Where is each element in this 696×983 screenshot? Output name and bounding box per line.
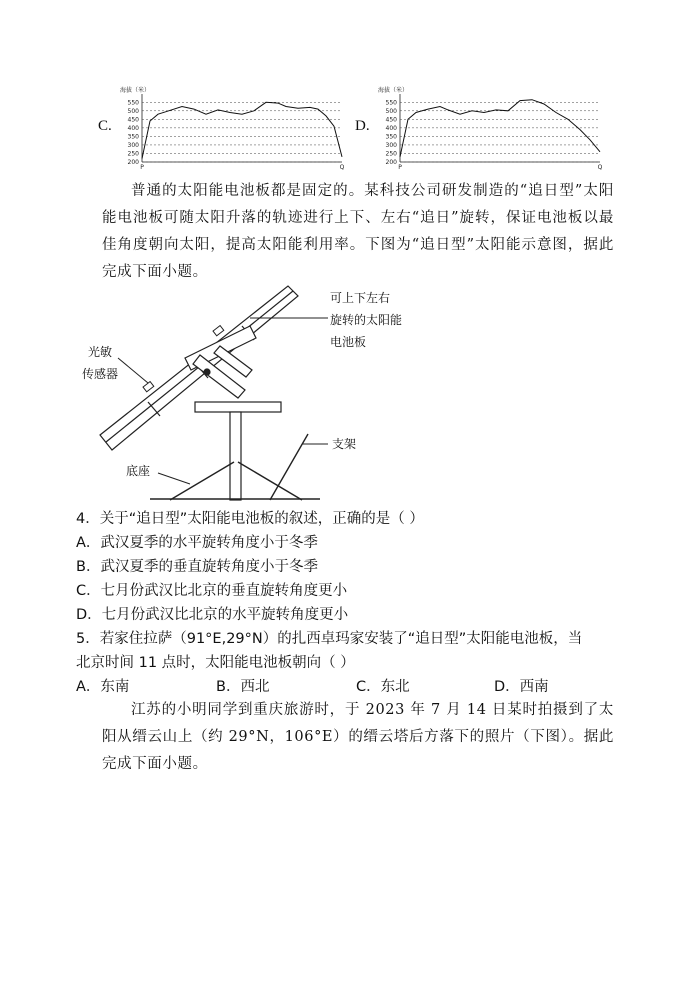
y-tick-label: 300 (127, 141, 139, 149)
y-tick-label: 400 (127, 124, 139, 132)
q5-option-c: C．东北 (356, 679, 410, 695)
x-start-label: P (140, 164, 144, 171)
option-c-label: C. (98, 118, 112, 134)
label-panel: 可上下左右 旋转的太阳能 电池板 (330, 291, 403, 349)
y-axis-label: 海拔（米） (120, 87, 151, 94)
option-d-label: D. (355, 118, 370, 134)
y-tick-label: 550 (127, 99, 139, 107)
y-axis-label: 海拔（米） (378, 87, 409, 94)
q5-option-a: A．东南 (76, 679, 130, 695)
elevation-line (400, 100, 600, 157)
y-tick-label: 450 (385, 116, 397, 124)
question-5-stem-line1: 5．若家住拉萨（91°E,29°N）的扎西卓玛家安装了“追日型”太阳能电池板，当 (76, 631, 583, 647)
question-4-stem: 4．关于“追日型”太阳能电池板的叙述，正确的是（ ） (76, 511, 424, 527)
y-tick-label: 250 (127, 150, 139, 158)
y-tick-label: 350 (385, 133, 397, 141)
q4-option-b: B．武汉夏季的垂直旋转角度小于冬季 (76, 559, 318, 575)
q5-option-b: B．西北 (216, 679, 270, 695)
question-4 (76, 507, 636, 627)
profile-chart-d (378, 84, 608, 174)
y-tick-label: 500 (127, 107, 139, 115)
question-5 (76, 627, 636, 699)
q4-option-d: D．七月份武汉比北京的水平旋转角度更小 (76, 607, 349, 623)
closing-paragraph: 江苏的小明同学到重庆旅游时，于 2023 年 7 月 14 日某时拍摄到了太阳从缙云山上（约 29°N，106°E）的缙云塔后方落下的照片（下图）。据此完成下面小题。 (102, 702, 614, 772)
y-tick-label: 350 (127, 133, 139, 141)
y-tick-label: 200 (127, 159, 139, 166)
x-end-label: Q (339, 164, 345, 171)
light-sensor (143, 382, 154, 392)
label-sensor: 光敏 传感器 (82, 345, 119, 381)
label-support: 支架 (332, 437, 357, 451)
y-tick-label: 550 (385, 99, 397, 107)
y-tick-label: 500 (385, 107, 397, 115)
y-tick-label: 250 (385, 150, 397, 158)
question-5-stem-line2: 北京时间 11 点时，太阳能电池板朝向（ ） (76, 655, 355, 671)
x-end-label: Q (597, 164, 603, 171)
q5-option-d: D．西南 (494, 679, 549, 695)
y-tick-label: 200 (385, 159, 397, 166)
q4-option-a: A．武汉夏季的水平旋转角度小于冬季 (76, 535, 318, 551)
label-base: 底座 (126, 464, 151, 478)
profile-chart-c (120, 84, 350, 174)
x-start-label: P (398, 164, 402, 171)
q4-option-c: C．七月份武汉比北京的垂直旋转角度更小 (76, 583, 348, 599)
y-tick-label: 400 (385, 124, 397, 132)
y-tick-label: 450 (127, 116, 139, 124)
light-sensor-top (213, 326, 224, 336)
intro-paragraph: 普通的太阳能电池板都是固定的。某科技公司研发制造的“追日型”太阳能电池板可随太阳升落的轨迹进行上下、左右“追日”旋转，保证电池板以最佳角度朝向太阳，提高太阳能利用率。下图为“追日型”太阳能示意图，据此完成下面小题。 (102, 183, 614, 280)
y-tick-label: 300 (385, 141, 397, 149)
